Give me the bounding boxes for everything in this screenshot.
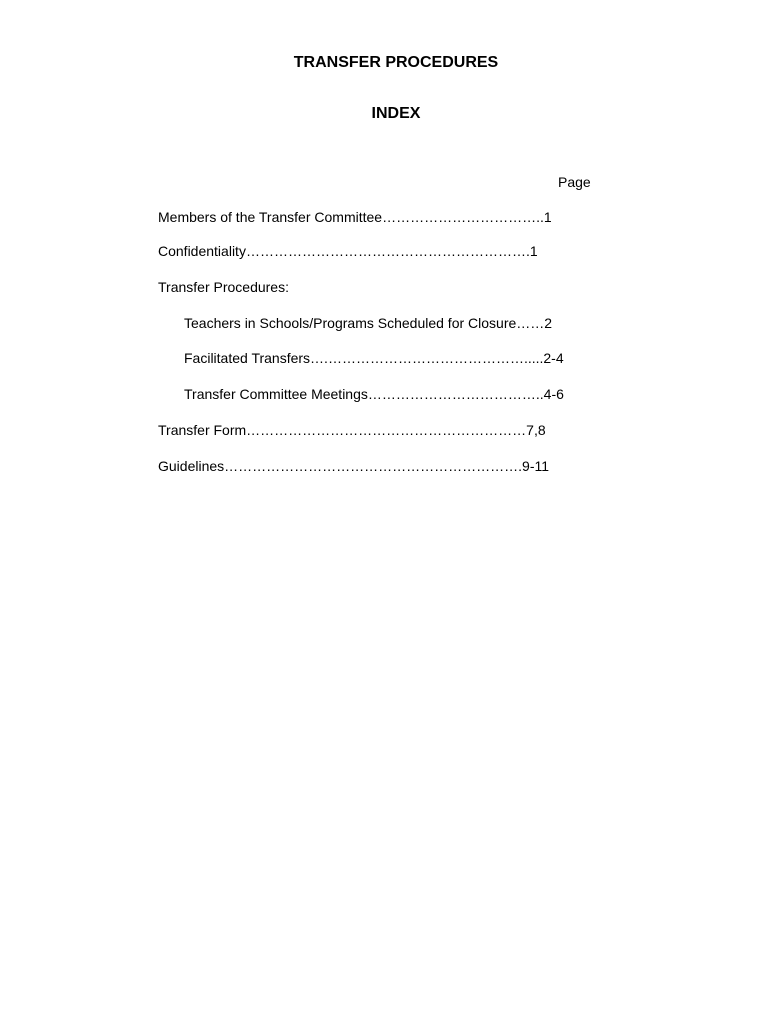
index-subentry-facilitated-transfers: Facilitated Transfers….…………………………………….....2-4 <box>184 350 564 366</box>
page-column-label: Page <box>558 174 591 190</box>
index-entry-members: Members of the Transfer Committee……………………………..1 <box>158 209 552 225</box>
index-heading: INDEX <box>371 105 421 122</box>
index-subentry-committee-meetings: Transfer Committee Meetings………………………………..4-6 <box>184 386 564 402</box>
index-entry-transfer-form: Transfer Form……………………………………………………7,8 <box>158 422 546 438</box>
index-subentry-closure: Teachers in Schools/Programs Scheduled for Closure……2 <box>184 315 553 331</box>
index-entry-confidentiality: Confidentiality…………………………………………………….1 <box>158 243 538 259</box>
index-entry-guidelines: Guidelines……………………………………………………….9-11 <box>158 458 550 474</box>
document-title: TRANSFER PROCEDURES <box>293 54 499 71</box>
index-entry-transfer-procedures: Transfer Procedures: <box>158 279 289 295</box>
